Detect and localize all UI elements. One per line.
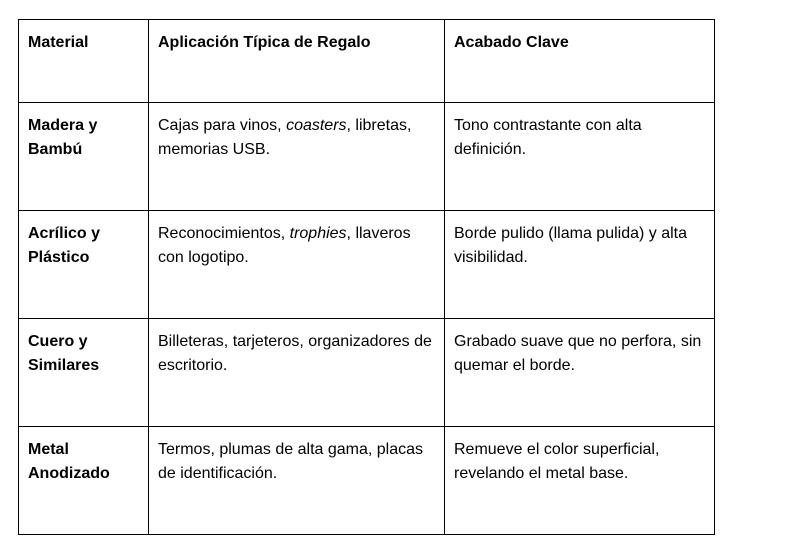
material-cell: Acrílico y Plástico [19, 211, 149, 319]
application-cell [149, 103, 445, 211]
application-text: Reconocimientos, [158, 225, 290, 242]
materials-table-container [18, 19, 715, 535]
header-application: Aplicación Típica de Regalo [149, 20, 445, 103]
table-row [19, 103, 715, 211]
application-italic-text: coasters [286, 117, 347, 134]
application-text-end: , libretas, memorias USB. [158, 117, 412, 158]
material-cell: Cuero y Similares [19, 319, 149, 427]
material-cell: Metal Anodizado [19, 427, 149, 535]
table-row [19, 427, 715, 535]
application-italic-text: trophies [289, 225, 347, 242]
finish-cell: Grabado suave que no perfora, sin quemar el borde. [445, 319, 715, 427]
finish-cell: Tono contrastante con alta definición. [445, 103, 715, 211]
header-finish: Acabado Clave [445, 20, 715, 103]
application-text: Termos, plumas de alta gama, placas de identificación. [158, 441, 424, 482]
finish-cell: Borde pulido (llama pulida) y alta visibilidad. [445, 211, 715, 319]
application-text: Cajas para vinos, [158, 117, 287, 134]
material-cell: Madera y Bambú [19, 103, 149, 211]
application-cell [149, 427, 445, 535]
header-material: Material [19, 20, 149, 103]
materials-table [18, 19, 715, 535]
application-text-end: , llaveros con logotipo. [158, 225, 411, 266]
finish-cell: Remueve el color superficial, revelando el metal base. [445, 427, 715, 535]
application-cell [149, 211, 445, 319]
application-cell [149, 319, 445, 427]
application-text: Billeteras, tarjeteros, organizadores de escritorio. [158, 333, 432, 374]
table-header-row [19, 20, 715, 103]
table-row [19, 319, 715, 427]
table-row [19, 211, 715, 319]
